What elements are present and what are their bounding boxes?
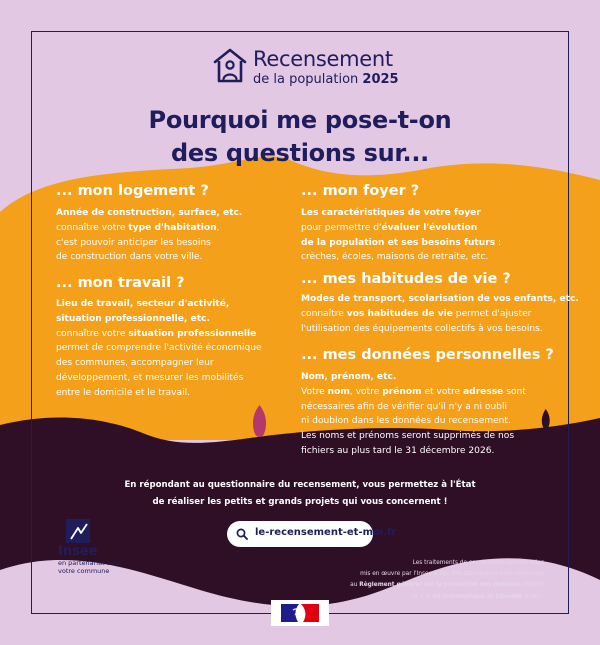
section-title-habitudes: ... mes habitudes de vie ? (301, 271, 511, 287)
text: connaître votre (56, 222, 129, 233)
bold-text: vos habitudes de vie (346, 308, 453, 319)
text-line (301, 429, 526, 444)
text: au (350, 582, 360, 589)
text: entre le domicile et le travail. (56, 387, 191, 398)
text: nécessaires afin de vérifier qu'il n'y a ni oubli (301, 401, 508, 412)
text-line (301, 370, 526, 385)
bold-text: nom (327, 386, 350, 397)
text-line (56, 341, 262, 356)
bold-text: adresse (463, 386, 504, 397)
text: l'utilisation des équipements collectifs à vos besoins. (301, 323, 543, 334)
text-line (301, 444, 526, 459)
text: Les noms et prénoms seront supprimés de nos (301, 431, 515, 442)
text: et votre (421, 386, 464, 397)
text-line (301, 385, 526, 400)
section-body-habitudes (301, 292, 579, 336)
text-line (56, 312, 262, 327)
text-line (344, 569, 544, 580)
bold-text: Lieu de travail, secteur d'activité, (56, 299, 230, 309)
text-line (56, 356, 262, 371)
bold-text: loi Informatique et Libertés (432, 593, 523, 600)
bold-text: Modes de transport, scolarisation de vos enfants, etc. (301, 294, 579, 304)
text: fichiers au plus tard le 31 décembre 2026. (301, 445, 495, 456)
text-line (301, 206, 501, 221)
text: c'est pouvoir anticiper les besoins (56, 237, 211, 248)
text-line (301, 236, 501, 251)
section-title-donnees: ... mes données personnelles ? (301, 347, 554, 363)
text-line (301, 307, 579, 322)
section-title-travail: ... mon travail ? (56, 275, 185, 291)
text-line (344, 580, 544, 591)
text-line (56, 327, 262, 342)
insee-name: Insee (58, 544, 98, 559)
bold-text: type d'habitation (128, 222, 217, 233)
text: Les traitements de ces données personnelles (412, 560, 544, 566)
section-body-foyer (301, 206, 501, 265)
bold-text: situation professionnelle, etc. (56, 313, 210, 324)
text-line (344, 558, 544, 569)
text: de construction dans votre ville. (56, 252, 203, 263)
text: des communes, accompagner leur (56, 358, 214, 369)
text: Votre (301, 386, 328, 397)
headline-line-2: des questions sur... (171, 139, 429, 167)
text: sont (503, 386, 526, 397)
headline-line-1: Pourquoi me pose-t-on (148, 106, 452, 134)
footer-text-line-2: de réaliser les petits et grands projets qui vous concernent ! (152, 497, 448, 507)
text-line (301, 414, 526, 429)
text: : (495, 237, 502, 248)
text-line (301, 292, 579, 307)
bold-text: Nom, prénom, etc. (301, 372, 397, 382)
footer-text-line-1: En répondant au questionnaire du recensement, vous permettez à l'État (124, 480, 476, 490)
section-title-logement: ... mon logement ? (56, 183, 209, 199)
logo-year: 2025 (362, 72, 399, 87)
text-line (301, 322, 579, 337)
text: connaître votre (56, 328, 129, 339)
bold-text: Les caractéristiques de votre foyer (301, 208, 481, 218)
text: mis en œuvre par l'Insee à des fins statistiques sont conformes (360, 571, 544, 578)
section-body-donnees (301, 370, 526, 459)
text-line (56, 297, 262, 312)
text: crèches, écoles, maisons de retraite, etc. (301, 252, 489, 263)
text: (CNIL). (522, 593, 544, 600)
text: ni doublon dans les données du recensement. (301, 416, 511, 427)
bold-text: Règlement général sur la protection des données (359, 582, 522, 589)
bold-text: de la population et ses besoins futurs (301, 237, 496, 248)
text: permet de comprendre l'activité économique (56, 343, 262, 354)
text: , (216, 222, 220, 233)
bold-text: situation professionnelle (128, 328, 257, 339)
section-body-logement (56, 206, 242, 265)
text-line (56, 371, 262, 386)
insee-tagline: en partenariat avec votre commune (58, 559, 123, 575)
text: permet d'ajuster (452, 308, 532, 319)
text: et à la (412, 593, 433, 600)
section-title-foyer: ... mon foyer ? (301, 183, 420, 199)
bold-text: prénom (382, 386, 422, 397)
bold-text: évaluer l'évolution (381, 222, 478, 233)
bold-text: Année de construction, surface, etc. (56, 208, 243, 218)
text-line (56, 250, 242, 265)
text: (RGPD) (521, 582, 544, 589)
house-person-icon (212, 46, 248, 84)
text-line (344, 592, 544, 603)
text: pour permettre d' (301, 222, 382, 233)
logo-subtitle: de la population 2025 (253, 72, 399, 87)
insee-logo-icon (57, 519, 97, 545)
text-line (56, 206, 242, 221)
recensement-logo (212, 46, 412, 90)
legal-notice (344, 558, 544, 603)
website-link[interactable] (227, 521, 397, 547)
section-body-travail (56, 297, 262, 401)
text: développement, et mesurer les mobilités (56, 372, 244, 383)
text-line (56, 221, 242, 236)
text-line (301, 400, 526, 415)
text-line (56, 236, 242, 251)
marianne-logo-icon (271, 600, 329, 626)
text: connaître (301, 308, 347, 319)
website-url: le-recensement-et-moi.fr (255, 527, 397, 538)
text-line (301, 221, 501, 236)
text: , votre (349, 386, 383, 397)
text-line (56, 386, 262, 401)
text-line (301, 250, 501, 265)
search-icon (236, 528, 248, 540)
logo-title: Recensement (253, 47, 393, 71)
